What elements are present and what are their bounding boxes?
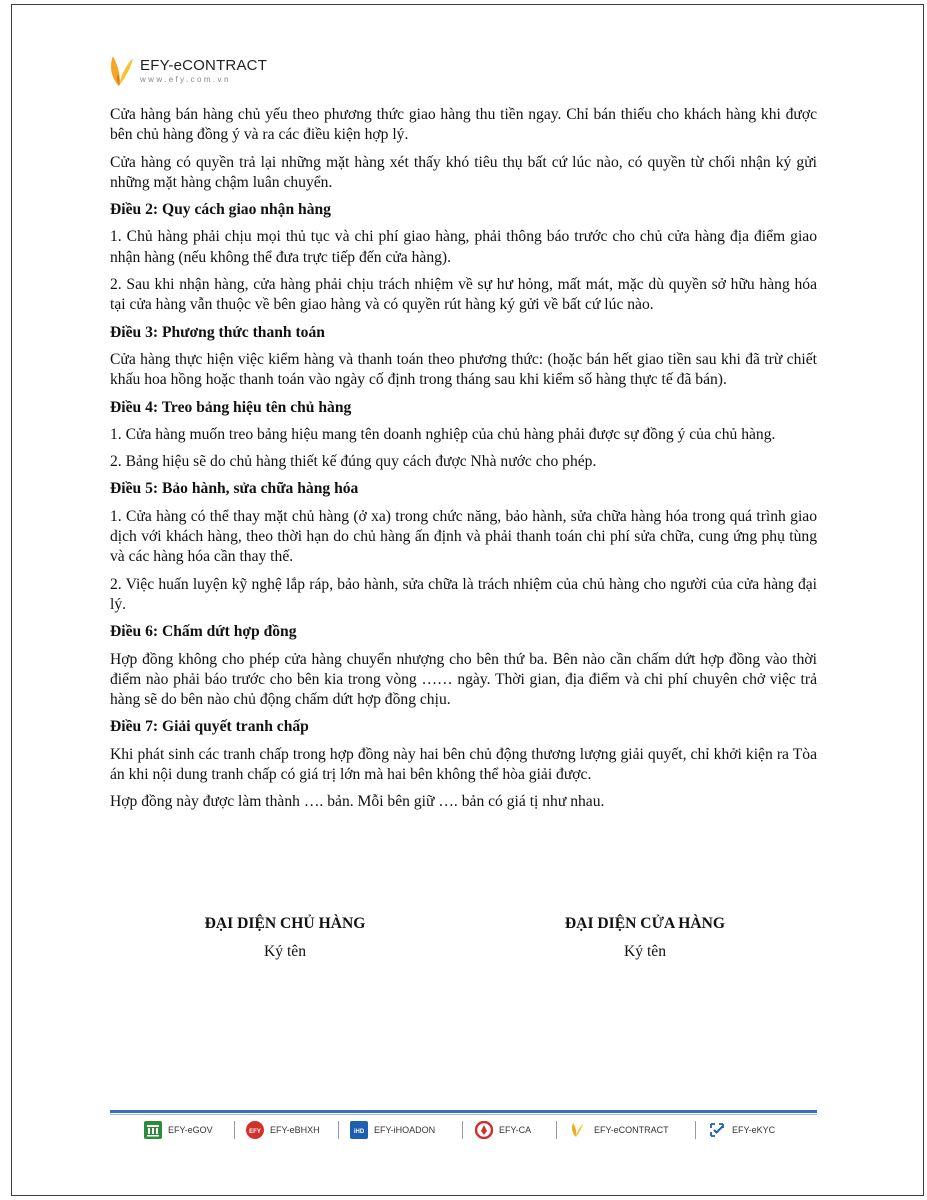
body-paragraph: Cửa hàng có quyền trả lại những mặt hàng xét thấy khó tiêu thụ bất cứ lúc nào, có quyền từ chối nhận ký gửi những mặt hàng chậm luân chuyển. — [110, 153, 817, 191]
body-paragraph: 2. Việc huấn luyện kỹ nghệ lắp ráp, bảo hành, sửa chữa là trách nhiệm của chủ hàng cho người của cửa hàng đại lý. — [110, 575, 817, 613]
footer-divider — [110, 1110, 817, 1113]
signature-left-title: ĐẠI DIỆN CHỦ HÀNG — [204, 915, 366, 932]
footer-brand-econtract — [570, 1120, 669, 1140]
footer-separator — [338, 1121, 339, 1139]
signature-right-title: ĐẠI DIỆN CỬA HÀNG — [564, 915, 726, 932]
svg-text:EFY: EFY — [249, 1129, 261, 1135]
article-heading: Điều 6: Chấm dứt hợp đồng — [110, 623, 297, 641]
article-heading: Điều 5: Bảo hành, sửa chữa hàng hóa — [110, 480, 359, 498]
logo-url: www.efy.com.vn — [140, 75, 231, 84]
body-paragraph: Cửa hàng bán hàng chủ yếu theo phương thức giao hàng thu tiền ngay. Chỉ bán thiếu cho khách hàng khi được bên chủ hàng đồng ý và ra các điều kiện hợp lý. — [110, 106, 817, 144]
ekyc-icon — [708, 1121, 726, 1139]
body-paragraph: Khi phát sinh các tranh chấp trong hợp đồng này hai bên chủ động thương lượng giải quyết, chỉ khởi kiện ra Tòa án khi nội dung tranh chấp có giá trị lớn mà hai bên không thể hòa giải được. — [110, 745, 817, 784]
footer-brand-ihoadon-label: EFY-iHOADON — [374, 1125, 436, 1135]
footer-brand-ekyc — [708, 1120, 775, 1140]
footer-separator — [234, 1121, 235, 1139]
body-paragraph: Cửa hàng thực hiện việc kiểm hàng và thanh toán theo phương thức: (hoặc bán hết giao tiền sau khi đã trừ chiết khấu hoa hồng hoặc thanh toán vào ngày cố định trong tháng sau khi kiểm số hàng thực tế đã bán). — [110, 350, 817, 389]
body-paragraph: Hợp đồng không cho phép cửa hàng chuyển nhượng cho bên thứ ba. Bên nào cần chấm dứt hợp đồng vào thời điểm nào phải báo trước cho bên kia trong vòng …… ngày. Thời gian, địa điểm và chi phí chuyên chở việc trả hàng sẽ do bên nào chủ động chấm dứt hợp đồng chịu. — [110, 650, 817, 709]
article-heading: Điều 3: Phương thức thanh toán — [110, 323, 325, 341]
footer-brand-ebhxh — [246, 1120, 320, 1140]
footer-divider-thin — [110, 1114, 817, 1115]
footer-separator — [695, 1121, 696, 1139]
footer-brand-ca-label: EFY-CA — [499, 1125, 532, 1135]
footer-separator — [462, 1121, 463, 1139]
article-heading: Điều 2: Quy cách giao nhận hàng — [110, 201, 331, 219]
contract-body — [110, 105, 817, 820]
signature-right-sub: Ký tên — [623, 943, 666, 960]
ebhxh-icon — [246, 1121, 264, 1139]
footer-brand-ekyc-label: EFY-eKYC — [732, 1125, 776, 1135]
ihoadon-icon — [350, 1121, 368, 1139]
article-heading: Điều 4: Treo bảng hiệu tên chủ hàng — [110, 398, 352, 416]
body-paragraph: 2. Sau khi nhận hàng, cửa hàng phải chịu trách nhiệm về sự hư hỏng, mất mát, mặc dù quyền sở hữu hàng hóa tại cửa hàng vẫn thuộc về bên giao hàng và có quyền rút hàng ký gửi về bất cứ lúc nào. — [110, 276, 817, 314]
footer-separator — [556, 1121, 557, 1139]
footer-brand-egov — [144, 1120, 213, 1140]
footer-brand-econtract-label: EFY-eCONTRACT — [594, 1125, 669, 1135]
body-paragraph: 2. Bảng hiệu sẽ do chủ hàng thiết kế đúng quy cách được Nhà nước cho phép. — [110, 453, 597, 471]
body-paragraph: 1. Chủ hàng phải chịu mọi thủ tục và chi phí giao hàng, phải thông báo trước cho chủ cửa hàng địa điểm giao nhận hàng (nếu không thể đưa trực tiếp đến cửa hàng). — [110, 228, 817, 266]
signature-block — [110, 913, 817, 973]
footer-brand-ca — [475, 1120, 531, 1140]
signature-right — [495, 913, 795, 963]
signature-left — [135, 913, 435, 963]
ca-icon — [475, 1121, 493, 1139]
article-heading: Điều 7: Giải quyết tranh chấp — [110, 718, 309, 736]
footer-brand-ebhxh-label: EFY-eBHXH — [270, 1125, 320, 1135]
footer-brands — [110, 1118, 817, 1144]
efy-econtract-logo — [107, 52, 307, 92]
body-paragraph: Hợp đồng này được làm thành …. bản. Mỗi bên giữ …. bản có giá tị như nhau. — [110, 793, 605, 811]
egov-icon — [144, 1121, 162, 1139]
econtract-icon — [570, 1121, 588, 1139]
logo-name: EFY-eCONTRACT — [140, 57, 268, 74]
body-paragraph: 1. Cửa hàng muốn treo bảng hiệu mang tên doanh nghiệp của chủ hàng phải được sự đồng ý của chủ hàng. — [110, 425, 776, 443]
footer-brand-ihoadon — [350, 1120, 435, 1140]
econtract-logo-icon — [107, 52, 137, 92]
body-paragraph: 1. Cửa hàng có thể thay mặt chủ hàng (ở xa) trong chức năng, bảo hành, sửa chữa hàng hóa trong quá trình giao dịch với khách hàng, theo thời hạn do chủ hàng ấn định và phải thanh toán chi phí sửa chữa, cung ứng phụ tùng và các hàng hóa cần thay thế. — [110, 507, 817, 566]
svg-text:iHD: iHD — [353, 1129, 365, 1135]
footer-brand-egov-label: EFY-eGOV — [168, 1125, 213, 1135]
signature-left-sub: Ký tên — [263, 943, 306, 960]
